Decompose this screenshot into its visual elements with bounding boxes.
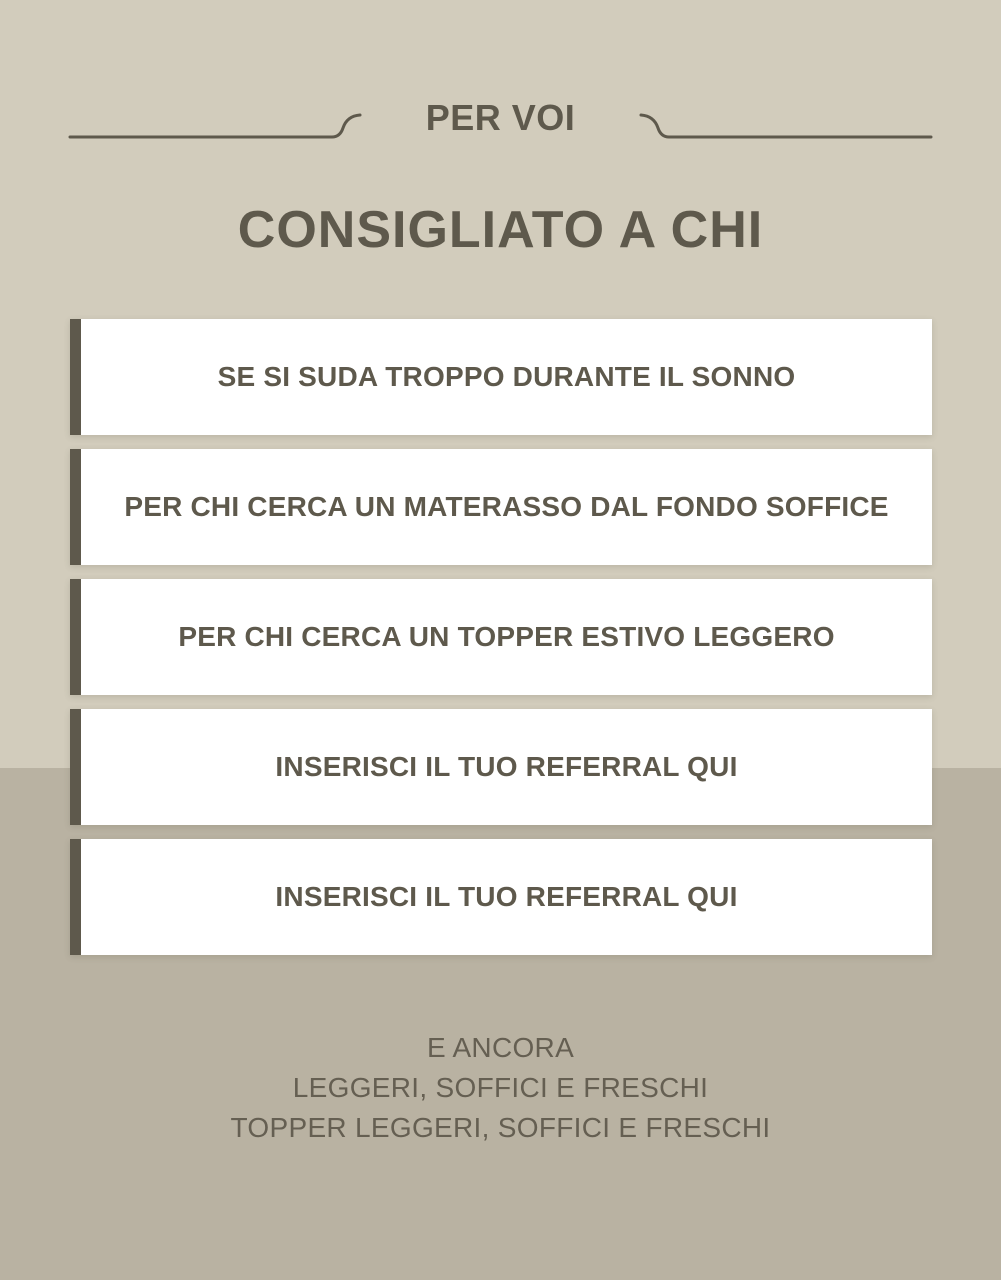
- recommendation-card: [70, 449, 932, 565]
- eyebrow-label: PER VOI: [425, 97, 576, 138]
- card-label: INSERISCI IL TUO REFERRAL QUI: [275, 881, 738, 912]
- eyebrow-header: [70, 96, 931, 144]
- card-accent-bar: [70, 709, 81, 825]
- footer-text: [0, 1028, 1001, 1148]
- card-label: PER CHI CERCA UN TOPPER ESTIVO LEGGERO: [178, 621, 835, 652]
- recommendation-card: [70, 579, 932, 695]
- card-accent-bar: [70, 579, 81, 695]
- recommendation-list: [70, 319, 932, 969]
- referral-card: [70, 839, 932, 955]
- page-title: CONSIGLIATO A CHI: [237, 201, 764, 259]
- card-accent-bar: [70, 449, 81, 565]
- card-accent-bar: [70, 839, 81, 955]
- referral-card: [70, 709, 932, 825]
- footer-line-3: TOPPER LEGGERI, SOFFICI E FRESCHI: [230, 1112, 771, 1143]
- card-label: SE SI SUDA TROPPO DURANTE IL SONNO: [217, 361, 796, 392]
- footer-line-1: E ANCORA: [426, 1032, 575, 1063]
- card-label: PER CHI CERCA UN MATERASSO DAL FONDO SOFFICE: [124, 491, 889, 522]
- card-label: INSERISCI IL TUO REFERRAL QUI: [275, 751, 738, 782]
- recommendation-card: [70, 319, 932, 435]
- card-accent-bar: [70, 319, 81, 435]
- footer-line-2: LEGGERI, SOFFICI E FRESCHI: [292, 1072, 709, 1103]
